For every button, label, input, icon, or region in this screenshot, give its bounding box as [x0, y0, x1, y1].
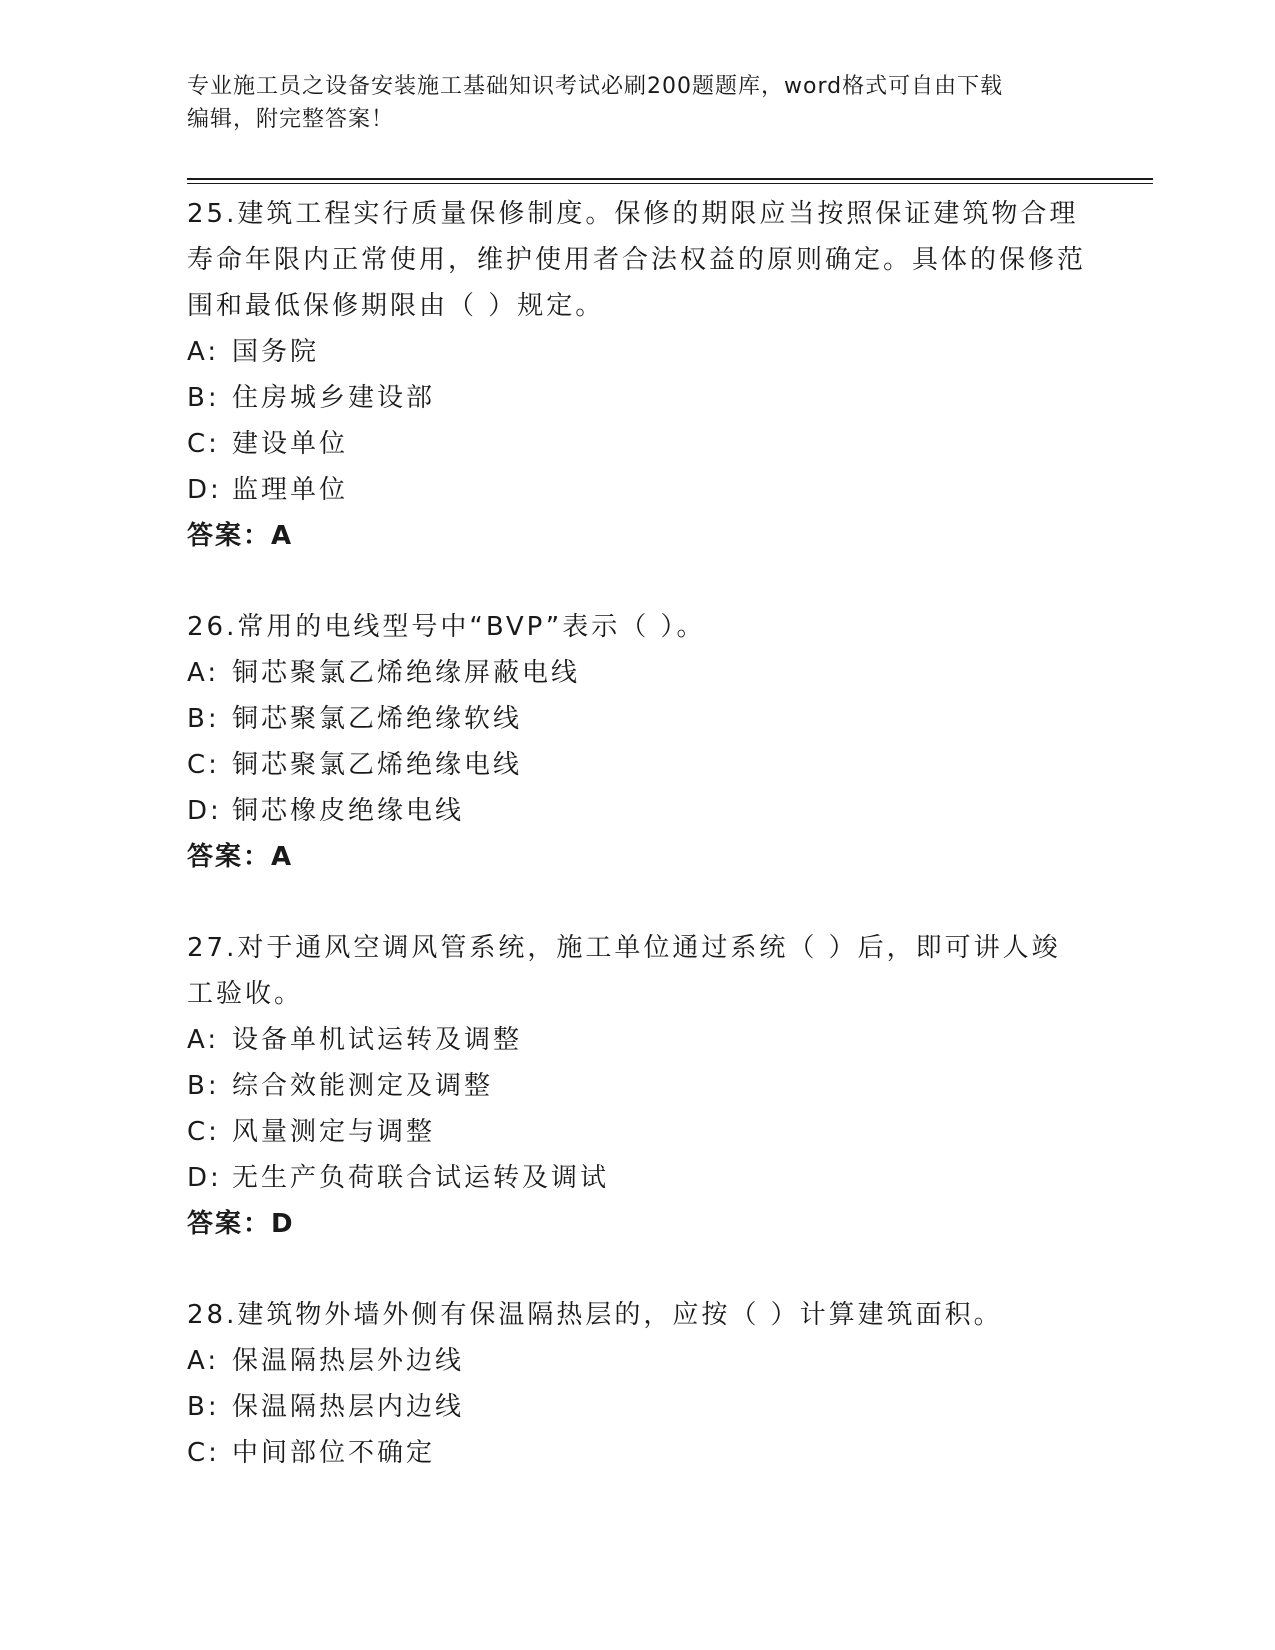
option-letter: C:	[187, 1438, 220, 1468]
option-text: 建设单位	[232, 429, 349, 459]
question-text: 27.对于通风空调风管系统，施工单位通过系统（ ）后，即可讲人竣工验收。	[187, 933, 1061, 1009]
option-letter: D:	[187, 475, 222, 505]
option-letter: A:	[187, 1346, 220, 1376]
option-text: 铜芯橡皮绝缘电线	[232, 796, 465, 826]
option-text: 监理单位	[232, 475, 349, 505]
document-header	[187, 70, 1067, 136]
option-letter: A:	[187, 1025, 220, 1055]
header-title-line1: 专业施工员之设备安装施工基础知识考试必刷200题题库，word格式可自由下载	[187, 74, 1004, 99]
header-rule-thin	[187, 183, 1153, 184]
question-text: 28.建筑物外墙外侧有保温隔热层的，应按（ ）计算建筑面积。	[187, 1300, 1003, 1330]
option-letter: C:	[187, 429, 220, 459]
option-a	[187, 1338, 1087, 1384]
option-letter: B:	[187, 1071, 220, 1101]
option-letter: A:	[187, 337, 220, 367]
question-26	[187, 604, 1087, 880]
option-d	[187, 788, 1087, 834]
option-b	[187, 696, 1087, 742]
option-text: 无生产负荷联合试运转及调试	[232, 1163, 610, 1193]
question-28	[187, 1292, 1087, 1476]
option-text: 保温隔热层内边线	[232, 1392, 465, 1422]
option-text: 铜芯聚氯乙烯绝缘软线	[232, 704, 523, 734]
option-c	[187, 1109, 1087, 1155]
header-rule-thick	[187, 178, 1153, 180]
option-letter: C:	[187, 1117, 220, 1147]
option-letter: D:	[187, 1163, 222, 1193]
option-d	[187, 467, 1087, 513]
option-b	[187, 1384, 1087, 1430]
question-text: 25.建筑工程实行质量保修制度。保修的期限应当按照保证建筑物合理寿命年限内正常使用，维护使用者合法权益的原则确定。具体的保修范围和最低保修期限由（ ）规定。	[187, 199, 1087, 321]
option-b	[187, 1063, 1087, 1109]
answer-line: 答案：A	[187, 521, 294, 551]
question-25	[187, 191, 1087, 559]
option-letter: B:	[187, 704, 220, 734]
option-a	[187, 650, 1087, 696]
answer-line: 答案：A	[187, 842, 294, 872]
option-text: 风量测定与调整	[232, 1117, 436, 1147]
option-text: 保温隔热层外边线	[232, 1346, 465, 1376]
option-text: 国务院	[232, 337, 320, 367]
option-a	[187, 1017, 1087, 1063]
option-text: 中间部位不确定	[232, 1438, 436, 1468]
option-letter: D:	[187, 796, 222, 826]
option-d	[187, 1155, 1087, 1201]
answer-line: 答案：D	[187, 1209, 295, 1239]
option-text: 铜芯聚氯乙烯绝缘屏蔽电线	[232, 658, 581, 688]
question-text: 26.常用的电线型号中“BVP”表示（ ）。	[187, 612, 706, 642]
option-letter: B:	[187, 383, 220, 413]
option-c	[187, 1430, 1087, 1476]
option-b	[187, 375, 1087, 421]
option-text: 设备单机试运转及调整	[232, 1025, 523, 1055]
option-text: 铜芯聚氯乙烯绝缘电线	[232, 750, 523, 780]
option-letter: A:	[187, 658, 220, 688]
option-letter: C:	[187, 750, 220, 780]
option-text: 住房城乡建设部	[232, 383, 436, 413]
option-c	[187, 421, 1087, 467]
option-a	[187, 329, 1087, 375]
option-c	[187, 742, 1087, 788]
option-text: 综合效能测定及调整	[232, 1071, 494, 1101]
question-list	[187, 191, 1087, 1521]
question-27	[187, 925, 1087, 1247]
option-letter: B:	[187, 1392, 220, 1422]
header-title-line2: 编辑，附完整答案！	[187, 107, 395, 132]
